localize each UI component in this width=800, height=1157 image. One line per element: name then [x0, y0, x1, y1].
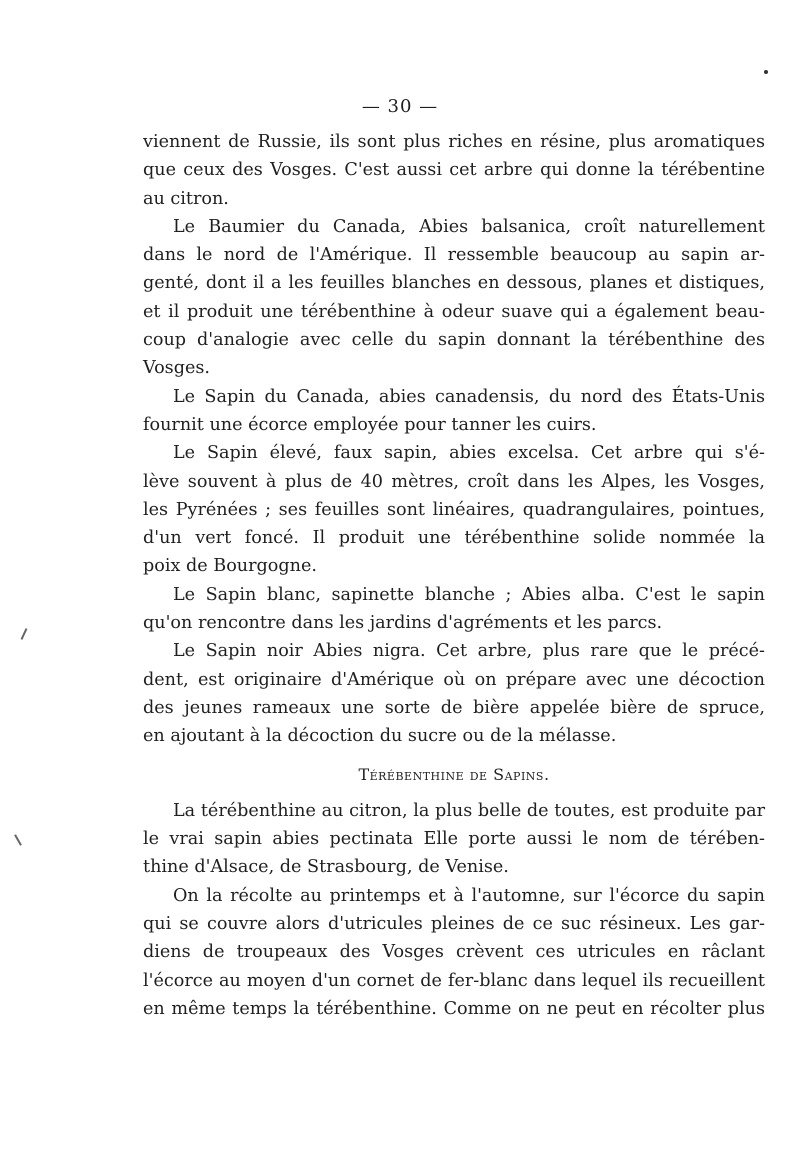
section-heading: Térébenthine de Sapins.: [358, 764, 550, 784]
text-line: viennent de Russie, ils sont plus riches en résine, plus aromatiques: [143, 132, 765, 152]
text-line: Vosges.: [143, 358, 211, 379]
text-line: dans le nord de l'Amérique. Il ressemble beaucoup au sapin ar-: [143, 245, 765, 266]
ink-dot: [764, 70, 768, 74]
text-line: lève souvent à plus de 40 mètres, croît dans les Alpes, les Vosges,: [143, 471, 765, 492]
text-line: des jeunes rameaux une sorte de bière appelée bière de spruce,: [143, 697, 765, 718]
text-line: en même temps la térébenthine. Comme on ne peut en récolter plus: [143, 998, 765, 1019]
text-line: Le Sapin noir Abies nigra. Cet arbre, plus rare que le précé-: [173, 641, 765, 662]
text-line: le vrai sapin abies pectinata Elle porte aussi le nom de térében-: [143, 829, 765, 850]
text-line: La térébenthine au citron, la plus belle de toutes, est produite par: [173, 800, 765, 821]
text-line: les Pyrénées ; ses feuilles sont linéaires, quadrangulaires, pointues,: [143, 499, 765, 520]
margin-mark: [14, 834, 22, 845]
text-line: diens de troupeaux des Vosges crèvent ces utricules en râclant: [143, 942, 765, 963]
margin-mark: [21, 628, 28, 640]
text-line: Le Sapin élevé, faux sapin, abies excelsa. Cet arbre qui s'é-: [173, 443, 765, 464]
text-line: coup d'analogie avec celle du sapin donnant la térébenthine des: [143, 330, 765, 351]
text-line: qui se couvre alors d'utricules pleines de ce suc résineux. Les gar-: [143, 914, 765, 935]
text-line: Le Sapin du Canada, abies canadensis, du nord des États-Unis: [173, 386, 765, 407]
text-line: fournit une écorce employée pour tanner les cuirs.: [143, 414, 597, 435]
text-line: et il produit une térébenthine à odeur suave qui a également beau-: [143, 301, 765, 322]
text-line: Le Baumier du Canada, Abies balsanica, croît naturellement: [173, 216, 765, 237]
text-line: au citron.: [143, 188, 229, 209]
text-line: que ceux des Vosges. C'est aussi cet arbre qui donne la térébentine: [143, 160, 765, 181]
text-line: en ajoutant à la décoction du sucre ou de la mélasse.: [143, 726, 617, 747]
body-text: [143, 128, 765, 1023]
text-line: d'un vert foncé. Il produit une térébenthine solide nommée la: [143, 528, 765, 549]
text-line: qu'on rencontre dans les jardins d'agréments et les parcs.: [143, 613, 663, 634]
text-line: thine d'Alsace, de Strasbourg, de Venise.: [143, 857, 509, 878]
text-line: poix de Bourgogne.: [143, 556, 317, 577]
text-line: On la récolte au printemps et à l'automne, sur l'écorce du sapin: [173, 885, 765, 906]
text-line: l'écorce au moyen d'un cornet de fer-blanc dans lequel ils recueillent: [143, 970, 765, 991]
text-line: dent, est originaire d'Amérique où on prépare avec une décoction: [143, 669, 765, 690]
text-line: Le Sapin blanc, sapinette blanche ; Abies alba. C'est le sapin: [173, 584, 765, 605]
text-line: genté, dont il a les feuilles blanches en dessous, planes et distiques,: [143, 273, 765, 294]
page-number: — 30 —: [361, 96, 439, 117]
